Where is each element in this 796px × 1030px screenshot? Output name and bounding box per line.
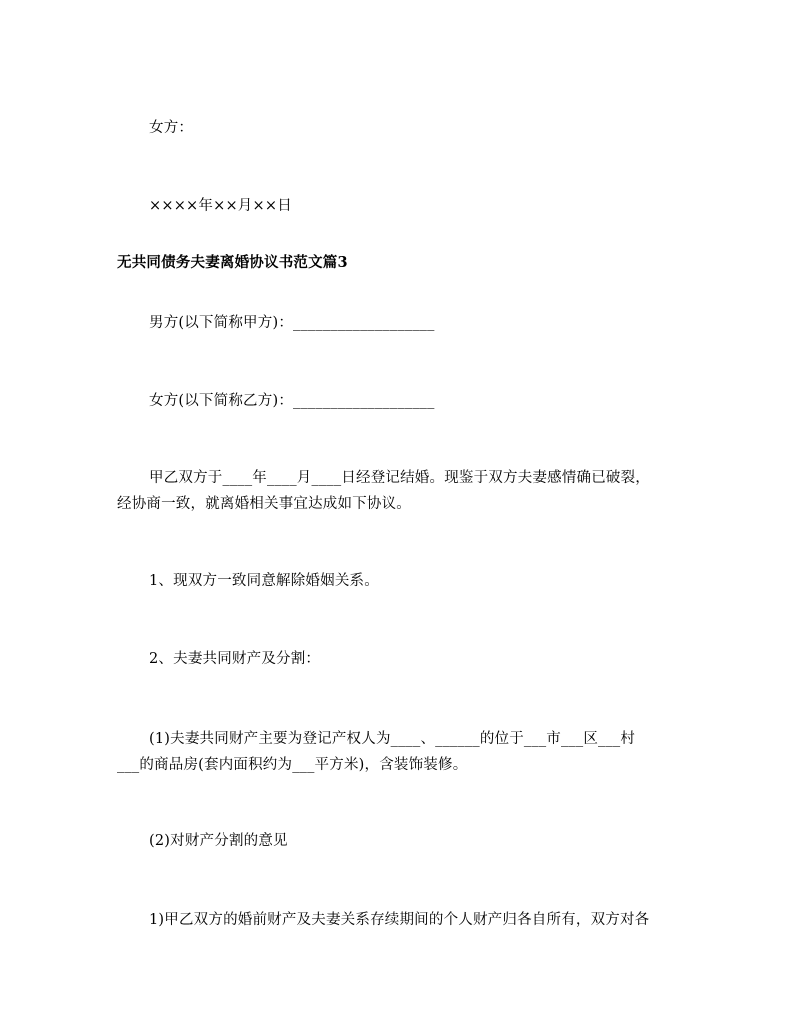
date-line: ××××年××月××日 (149, 198, 292, 214)
clause-2-2: (2)对财产分割的意见 (149, 833, 288, 849)
intro-paragraph-line-1: 甲乙双方于____年____月____日经登记结婚。现鉴于双方夫妻感情确已破裂， (149, 470, 650, 486)
intro-paragraph-line-2: 经协商一致，就离婚相关事宜达成如下协议。 (117, 496, 411, 512)
clause-2: 2、夫妻共同财产及分割： (149, 651, 321, 667)
female-signature-line: 女方： (149, 120, 194, 136)
clause-2-2-1: 1)甲乙双方的婚前财产及夫妻关系存续期间的个人财产归各自所有，双方对各 (149, 912, 650, 928)
male-party-line: 男方(以下简称甲方)：___________________ (149, 315, 435, 331)
section-heading: 无共同债务夫妻离婚协议书范文篇3 (117, 254, 348, 271)
clause-2-1-line-2: ___的商品房(套内面积约为___平方米)，含装饰装修。 (117, 757, 468, 773)
clause-2-1-line-1: (1)夫妻共同财产主要为登记产权人为____、______的位于___市___区___村 (149, 731, 636, 747)
clause-1: 1、现双方一致同意解除婚姻关系。 (149, 573, 379, 589)
female-party-line: 女方(以下简称乙方)：___________________ (149, 393, 435, 409)
